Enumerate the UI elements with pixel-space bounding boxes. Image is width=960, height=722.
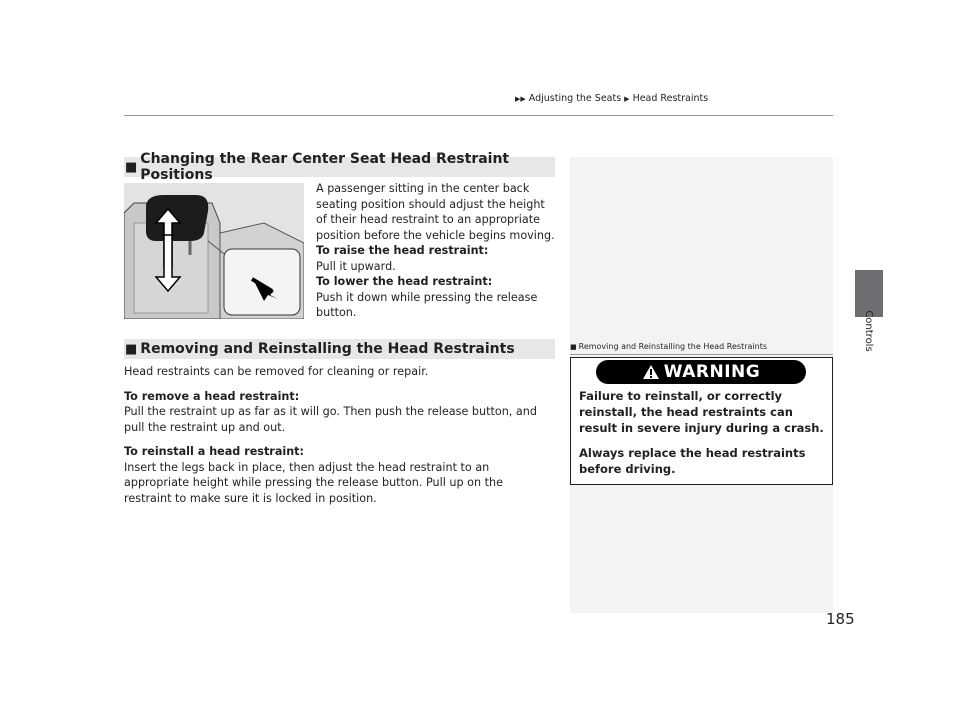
breadcrumb-item-seats[interactable]: Adjusting the Seats [528,93,622,104]
reinstall-heading: To reinstall a head restraint: [124,445,304,458]
lower-text: Push it down while pressing the release button. [316,290,538,319]
breadcrumb-arrow-icon: ▶ [624,94,630,103]
section1-content [316,181,556,321]
square-bullet-icon: ■ [125,341,138,357]
head-restraint-illustration-icon [124,183,304,319]
raise-heading: To raise the head restraint: [316,244,489,257]
lower-heading: To lower the head restraint: [316,275,493,288]
page-number: 185 [826,610,855,628]
warning-banner [596,360,806,384]
section-heading-removing [124,339,555,359]
warning-paragraph-2: Always replace the head restraints before driving. [579,446,806,476]
sidenote-title[interactable]: Removing and Reinstalling the Head Restraints [578,342,768,351]
warning-box [570,357,833,485]
square-bullet-icon: ■ [125,159,138,175]
section1-description: A passenger sitting in the center back seating position should adjust the height of their head restraint to an appropriate position before the vehicle begins moving. [316,182,555,242]
warning-text [579,388,827,477]
header-rule [124,115,833,116]
section2-content [124,364,554,506]
breadcrumb-item-head-restraints[interactable]: Head Restraints [632,93,709,104]
section-title: Changing the Rear Center Seat Head Restraint Positions [140,151,510,183]
breadcrumb-arrow-icon: ▶▶ [515,94,526,103]
breadcrumb [515,93,708,104]
sidenote-heading [570,340,833,355]
section-title: Removing and Reinstalling the Head Restraints [140,341,515,357]
section2-intro: Head restraints can be removed for cleaning or repair. [124,365,429,378]
remove-text: Pull the restraint up as far as it will go. Then push the release button, and pull the restraint up and out. [124,405,537,434]
reinstall-text: Insert the legs back in place, then adjust the head restraint to an appropriate height while pressing the release button. Pull up on the restraint to make sure it is locked in position. [124,460,504,505]
head-restraint-illustration [124,183,304,319]
note-marker-icon: ■ [570,342,577,351]
remove-heading: To remove a head restraint: [124,389,300,403]
raise-text: Pull it upward. [316,259,396,273]
chapter-tab-label: Controls [863,310,875,352]
section-heading-rear-center [124,151,555,183]
warning-label: WARNING [663,362,761,382]
warning-triangle-icon [642,364,660,380]
warning-paragraph-1: Failure to reinstall, or correctly reinstall, the head restraints can result in severe injury during a crash. [579,389,824,435]
